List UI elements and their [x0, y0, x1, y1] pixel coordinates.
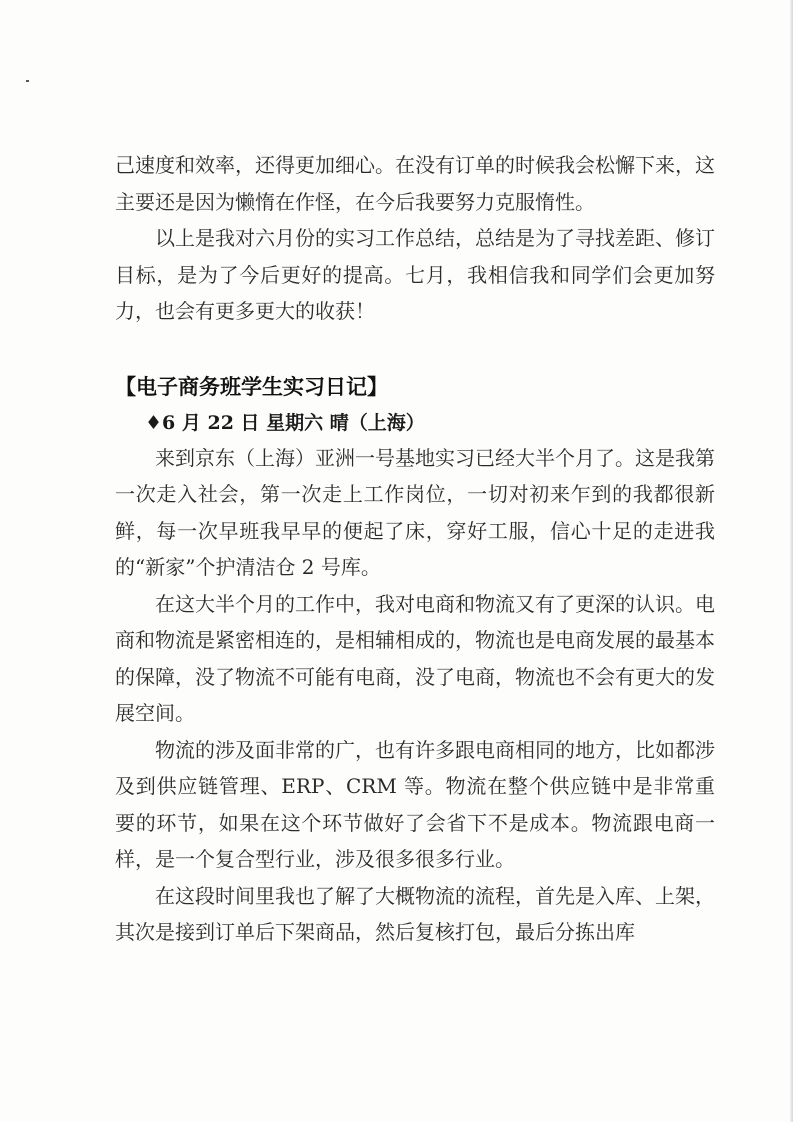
diary-entry-header: ♦6 月 22 日 星期六 晴（上海） [145, 411, 425, 434]
paragraph: 在这段时间里我也了解了大概物流的流程，首先是入库、上架，其次是接到订单后下架商品，然后复核打包，最后分拣出库 [115, 883, 715, 944]
scan-mark [26, 80, 29, 82]
section-title: 【电子商务班学生实习日记】 [115, 374, 388, 399]
paragraph-continued: 己速度和效率，还得更加细心。在没有订单的时候我会松懈下来，这主要还是因为懒惰在作怪，在今后我要努力克服惰性。 [115, 153, 715, 214]
paragraph: 物流的涉及面非常的广，也有许多跟电商相同的地方，比如都涉及到供应链管理、ERP、CRM 等。物流在整个供应链中是非常重要的环节，如果在这个环节做好了会省下不是成本。物流跟电商一样，是一个复合型行业，涉及很多很多行业。 [115, 737, 715, 871]
paragraph: 来到京东（上海）亚洲一号基地实习已经大半个月了。这是我第一次走入社会，第一次走上工作岗位，一切对初来乍到的我都很新鲜，每一次早班我早早的便起了床，穿好工服，信心十足的走进我的“新家”个护清洁仓 2 号库。 [115, 445, 715, 579]
paragraph-summary: 以上是我对六月份的实习工作总结，总结是为了寻找差距、修订目标，是为了今后更好的提高。七月，我相信我和同学们会更加努力，也会有更多更大的收获！ [115, 226, 715, 323]
paragraph: 在这大半个月的工作中，我对电商和物流又有了更深的认识。电商和物流是紧密相连的，是相辅相成的，物流也是电商发展的最基本的保障，没了物流不可能有电商，没了电商，物流也不会有更大的发展空间。 [115, 591, 715, 725]
page-content [115, 147, 715, 951]
